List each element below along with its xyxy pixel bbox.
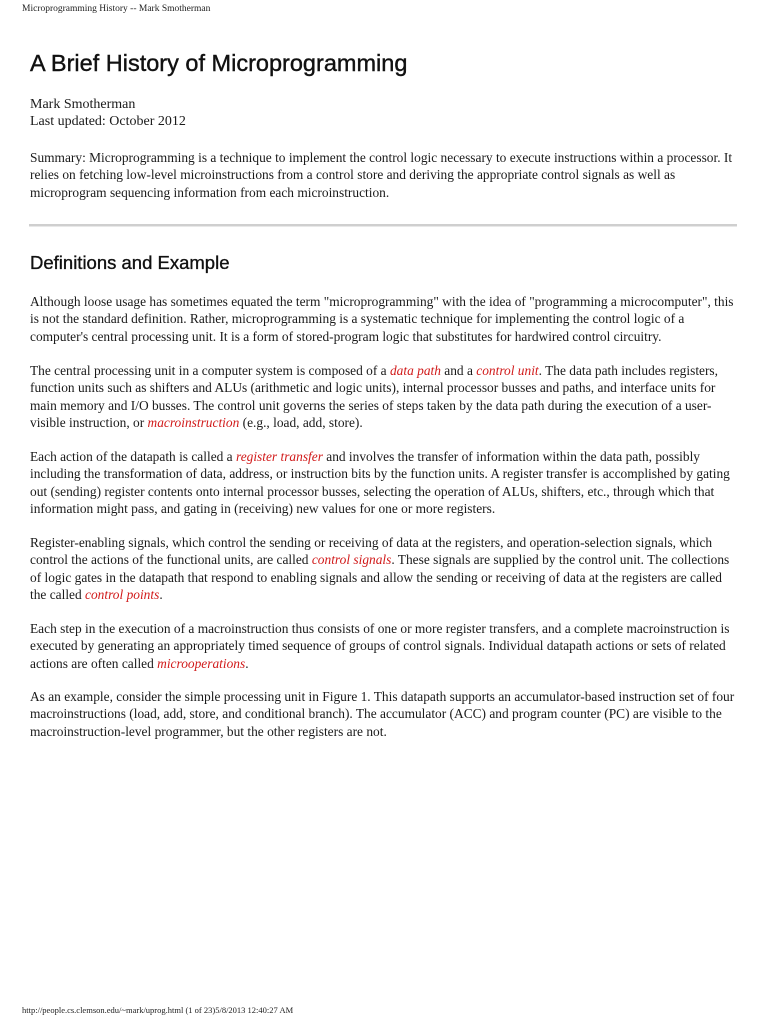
text-span: and involves the transfer of information within the data path, possibly including the transformation of data, address, or instruction bits by the function units. A register transfer is accomplished by gating out (sending) register contents onto internal processor busses, selecting the operation of ALUs, shifters, etc., through which that information might pass, and gating in (receiving) new values for one or more registers. bbox=[30, 449, 730, 516]
paragraph-microoperations bbox=[30, 620, 738, 672]
paragraph-control-signals bbox=[30, 534, 738, 603]
paragraph-register-transfer bbox=[30, 448, 738, 517]
text-span: Register-enabling signals, which control the sending or receiving of data at the registers, and operation-selection signals, which control the actions of the functional units, are called bbox=[30, 535, 713, 568]
author-name: Mark Smotherman bbox=[30, 97, 136, 112]
link-register-transfer[interactable]: register transfer bbox=[235, 449, 323, 464]
text-span: and a bbox=[440, 363, 477, 378]
section-divider bbox=[29, 224, 737, 227]
text-span: (e.g., load, add, store). bbox=[239, 414, 363, 430]
text-span: Each step in the execution of a macroinstruction thus consists of one or more register transfers, and a complete macroinstruction is executed by generating an appropriately timed sequence of groups of control signals. Individual datapath actions or sets of related actions are often called bbox=[30, 621, 730, 671]
print-header: Microprogramming History -- Mark Smotherman bbox=[22, 4, 211, 14]
link-control-signals[interactable]: control signals bbox=[311, 552, 392, 568]
summary-paragraph: Summary: Microprogramming is a technique to implement the control logic necessary to execute instructions within a processor. It relies on fetching low-level microinstructions from a control store and deriving the appropriate control signals as well as microprogram sequencing information from each microinstruction. bbox=[30, 150, 733, 200]
link-microoperations[interactable]: microoperations bbox=[157, 655, 246, 671]
text-span: The central processing unit in a computer system is composed of a bbox=[30, 363, 390, 378]
section-heading: Definitions and Example bbox=[30, 252, 230, 273]
page-title: A Brief History of Microprogramming bbox=[30, 50, 408, 76]
last-updated: Last updated: October 2012 bbox=[30, 114, 186, 129]
paragraph-example: As an example, consider the simple processing unit in Figure 1. This datapath supports an accumulator-based instruction set of four macroinstructions (load, add, store, and conditional branch). The accumulator (ACC) and program counter (PC) are visible to the macroinstruction-level programmer, but the other registers are not. bbox=[30, 689, 735, 739]
paragraph-definition: Although loose usage has sometimes equated the term "microprogramming" with the idea of "programming a microcomputer", this is not the standard definition. Rather, microprogramming is a systematic technique for implementing the control logic of a computer's central processing unit. It is a form of stored-program logic that substitutes for hardwired control circuitry. bbox=[30, 294, 734, 344]
link-control-unit[interactable]: control unit bbox=[476, 363, 539, 378]
text-span: Each action of the datapath is called a bbox=[30, 449, 236, 464]
link-control-points[interactable]: control points bbox=[85, 586, 160, 602]
text-span: . bbox=[159, 586, 163, 602]
link-data-path[interactable]: data path bbox=[389, 363, 441, 378]
text-span: . bbox=[245, 655, 249, 671]
link-macroinstruction[interactable]: macroinstruction bbox=[147, 414, 240, 430]
print-footer: http://people.cs.clemson.edu/~mark/uprog.html (1 of 23)5/8/2013 12:40:27 AM bbox=[22, 1005, 294, 1015]
paragraph-cpu bbox=[30, 362, 738, 431]
text-span: . These signals are supplied by the control unit. The collections of logic gates in the datapath that respond to enabling signals and allow the sending or receiving of data at the registers are called the called bbox=[30, 552, 730, 602]
text-span: . The data path includes registers, function units such as shifters and ALUs (arithmetic and logic units), internal processor busses and paths, and interface units for main memory and I/O busses. The control unit governs the series of steps taken by the data path during the execution of a user-visible instruction, or bbox=[30, 363, 718, 430]
